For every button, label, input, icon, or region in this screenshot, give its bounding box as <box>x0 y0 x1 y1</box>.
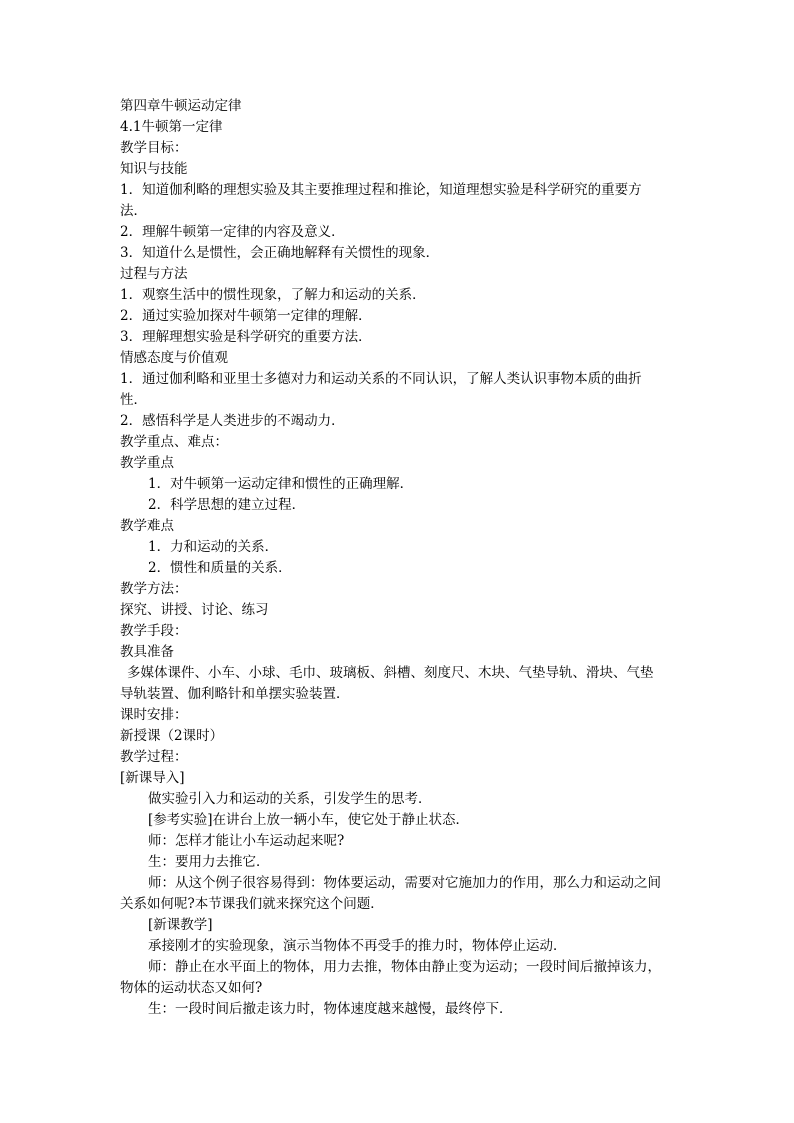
text-line: 2．通过实验加探对牛顿第一定律的理解． <box>120 308 372 324</box>
subheading-knowledge: 知识与技能 <box>120 161 188 177</box>
text-line: 新授课（2课时） <box>120 728 224 744</box>
text-line: 导轨装置、伽利略针和单摆实验装置． <box>120 686 350 702</box>
subheading-key: 教学重点 <box>120 455 174 471</box>
text-line: 1．对牛顿第一运动定律和惯性的正确理解． <box>148 476 414 492</box>
text-line: 3．理解理想实验是科学研究的重要方法． <box>120 329 372 345</box>
text-line: 做实验引入力和运动的关系，引发学生的思考． <box>148 791 432 807</box>
text-line: 3．知道什么是惯性，会正确地解释有关惯性的现象． <box>120 245 440 261</box>
text-line: 2．感悟科学是人类进步的不竭动力． <box>120 413 345 429</box>
text-line: 1．观察生活中的惯性现象，了解力和运动的关系． <box>120 287 426 303</box>
text-line: 探究、讲授、讨论、练习 <box>120 602 269 618</box>
subheading-equipment: 教具准备 <box>120 644 174 660</box>
text-line: 承接刚才的实验现象，演示当物体不再受手的推力时，物体停止运动． <box>148 938 567 954</box>
heading-process: 教学过程： <box>120 749 188 765</box>
text-line: 关系如何呢?本节课我们就来探究这个问题． <box>120 896 384 912</box>
subheading-intro: [新课导入] <box>120 770 185 786</box>
subheading-attitude: 情感态度与价值观 <box>120 350 228 366</box>
text-line: 物体的运动状态又如何? <box>120 980 263 996</box>
text-line: 师：从这个例子很容易得到：物体要运动，需要对它施加力的作用，那么力和运动之间 <box>148 875 661 891</box>
text-line: 2．理解牛顿第一定律的内容及意义． <box>120 224 345 240</box>
chapter-title: 第四章牛顿运动定律 <box>120 98 242 114</box>
text-line: 2．科学思想的建立过程． <box>148 497 306 513</box>
text-line: 1．力和运动的关系． <box>148 539 279 555</box>
text-line: 师：怎样才能让小车运动起来呢? <box>148 833 345 849</box>
text-line: 生：一段时间后撤走该力时，物体速度越来越慢，最终停下． <box>148 1001 513 1017</box>
text-line: 1．知道伽利略的理想实验及其主要推理过程和推论，知道理想实验是科学研究的重要方 <box>120 182 642 198</box>
heading-key-points: 教学重点、难点： <box>120 434 228 450</box>
subheading-new-lesson: [新课教学] <box>148 917 213 933</box>
text-line: 1．通过伽利略和亚里士多德对力和运动关系的不同认识，了解人类认识事物本质的曲折 <box>120 371 642 387</box>
text-line: 性． <box>120 392 147 408</box>
heading-methods: 教学方法： <box>120 581 188 597</box>
text-line: 师：静止在水平面上的物体，用力去推，物体由静止变为运动；一段时间后撤掉该力， <box>148 959 661 975</box>
subheading-process: 过程与方法 <box>120 266 188 282</box>
text-line: [参考实验]在讲台上放一辆小车，使它处于静止状态． <box>148 812 470 828</box>
text-line: 2．惯性和质量的关系． <box>148 560 292 576</box>
text-line: 多媒体课件、小车、小球、毛巾、玻璃板、斜槽、刻度尺、木块、气垫导轨、滑块、气垫 <box>127 665 654 681</box>
section-title: 4.1牛顿第一定律 <box>120 119 223 135</box>
heading-schedule: 课时安排： <box>120 707 188 723</box>
text-line: 生：要用力去推它． <box>148 854 270 870</box>
subheading-difficult: 教学难点 <box>120 518 174 534</box>
heading-objectives: 教学目标： <box>120 140 188 156</box>
heading-means: 教学手段： <box>120 623 188 639</box>
text-line: 法． <box>120 203 147 219</box>
